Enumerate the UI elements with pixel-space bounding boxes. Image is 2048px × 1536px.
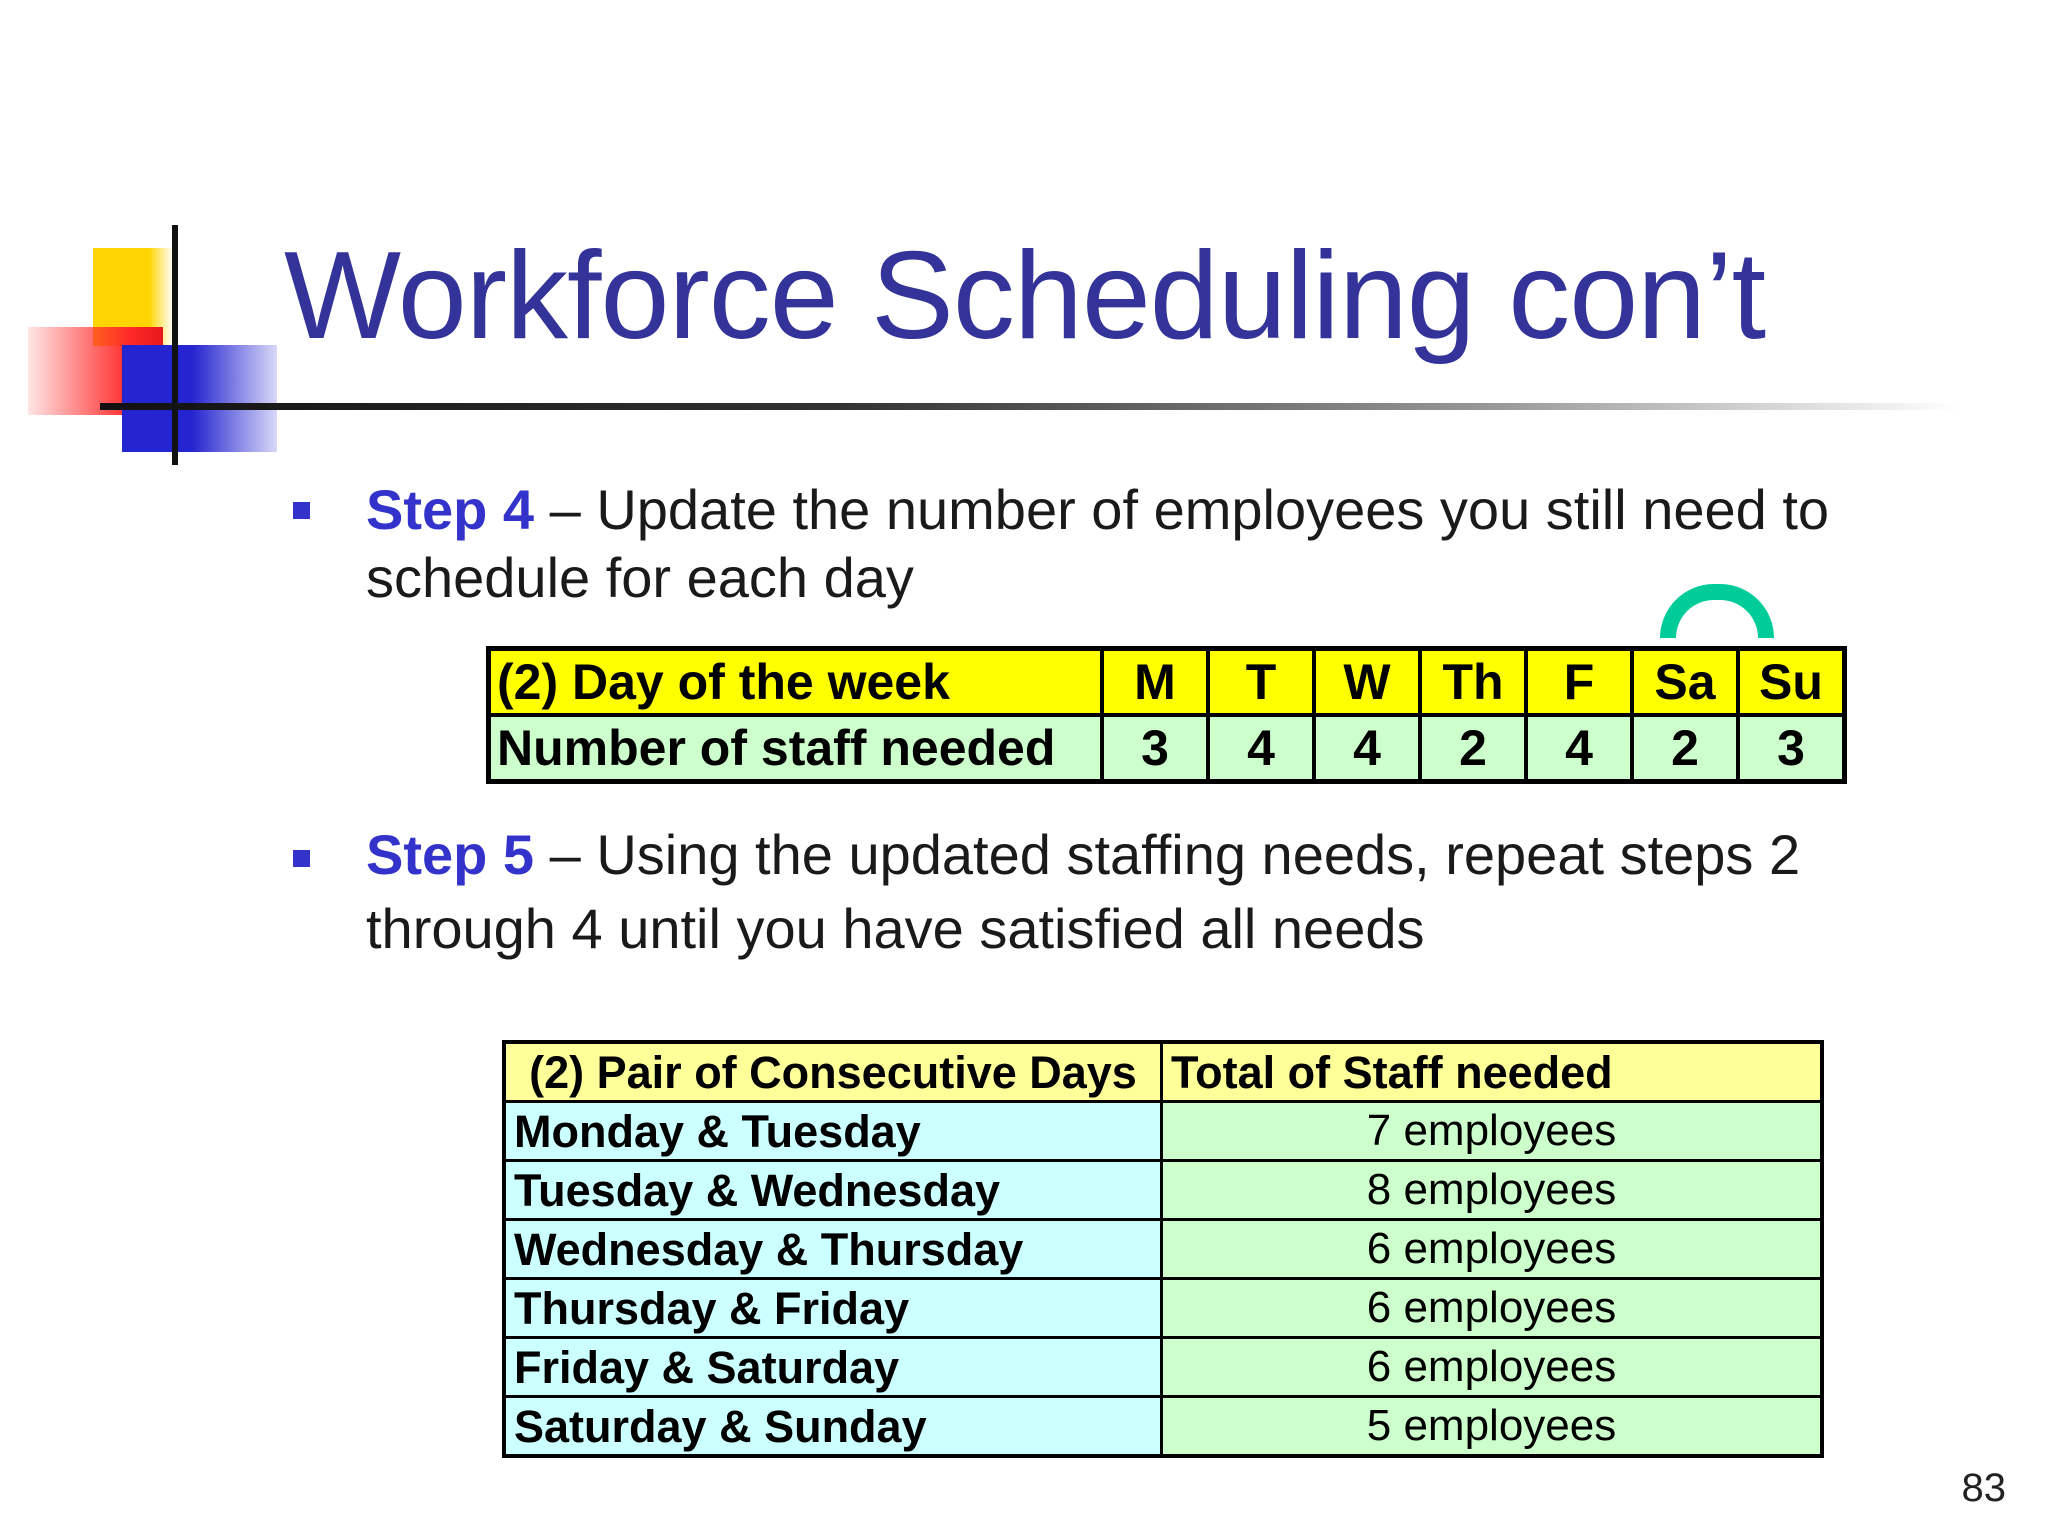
- day-pair-cell: Thursday & Friday: [504, 1279, 1162, 1338]
- staff-needed-table: [486, 646, 1847, 784]
- day-pair-cell: Wednesday & Thursday: [504, 1220, 1162, 1279]
- slide-title: Workforce Scheduling con’t: [284, 227, 1766, 365]
- staff-value: 2: [1632, 715, 1738, 782]
- staff-needed-row: [489, 715, 1845, 782]
- day-header: M: [1102, 649, 1208, 716]
- staff-value: 2: [1420, 715, 1526, 782]
- step4-text: – Update the number of employees you still need to schedule for each day: [366, 478, 1830, 609]
- staff-value: 4: [1314, 715, 1420, 782]
- staff-total-cell: 8 employees: [1162, 1161, 1823, 1220]
- staff-total-cell: 7 employees: [1162, 1102, 1823, 1161]
- bullet-icon: [293, 850, 310, 867]
- step4-label: Step 4: [366, 478, 535, 541]
- day-header: Th: [1420, 649, 1526, 716]
- table-row: [504, 1102, 1822, 1161]
- column-header: Total of Staff needed: [1162, 1042, 1823, 1102]
- day-pair-cell: Friday & Saturday: [504, 1338, 1162, 1397]
- day-pair-cell: Saturday & Sunday: [504, 1397, 1162, 1457]
- column-header: (2) Pair of Consecutive Days: [504, 1042, 1162, 1102]
- consecutive-days-table: [502, 1040, 1824, 1458]
- title-underline: [100, 403, 1960, 410]
- table-row: [504, 1397, 1822, 1457]
- staff-total-cell: 6 employees: [1162, 1220, 1823, 1279]
- day-header: W: [1314, 649, 1420, 716]
- day-row-label: (2) Day of the week: [489, 649, 1103, 716]
- decorative-blue-square: [122, 345, 277, 452]
- day-pair-cell: Tuesday & Wednesday: [504, 1161, 1162, 1220]
- staff-row-label: Number of staff needed: [489, 715, 1103, 782]
- staff-value: 4: [1526, 715, 1632, 782]
- table-row: [504, 1220, 1822, 1279]
- table-row: [504, 1161, 1822, 1220]
- day-header: Sa: [1632, 649, 1738, 716]
- table-row: [504, 1338, 1822, 1397]
- step5-paragraph: [366, 818, 1926, 966]
- staff-total-cell: 6 employees: [1162, 1338, 1823, 1397]
- step5-text: – Using the updated staffing needs, repeat steps 2 through 4 until you have satisfied all needs: [366, 823, 1801, 960]
- staff-value: 3: [1738, 715, 1845, 782]
- staff-total-cell: 6 employees: [1162, 1279, 1823, 1338]
- step5-label: Step 5: [366, 823, 535, 886]
- page-number: 83: [1961, 1466, 2006, 1510]
- bullet-icon: [293, 502, 310, 519]
- decorative-vertical-line: [172, 225, 178, 465]
- day-header: F: [1526, 649, 1632, 716]
- day-pair-cell: Monday & Tuesday: [504, 1102, 1162, 1161]
- day-header: T: [1208, 649, 1314, 716]
- staff-value: 4: [1208, 715, 1314, 782]
- table-header-row: [504, 1042, 1822, 1102]
- staff-total-cell: 5 employees: [1162, 1397, 1823, 1457]
- day-header: Su: [1738, 649, 1845, 716]
- table-row: [504, 1279, 1822, 1338]
- day-of-week-row: [489, 649, 1845, 716]
- staff-value: 3: [1102, 715, 1208, 782]
